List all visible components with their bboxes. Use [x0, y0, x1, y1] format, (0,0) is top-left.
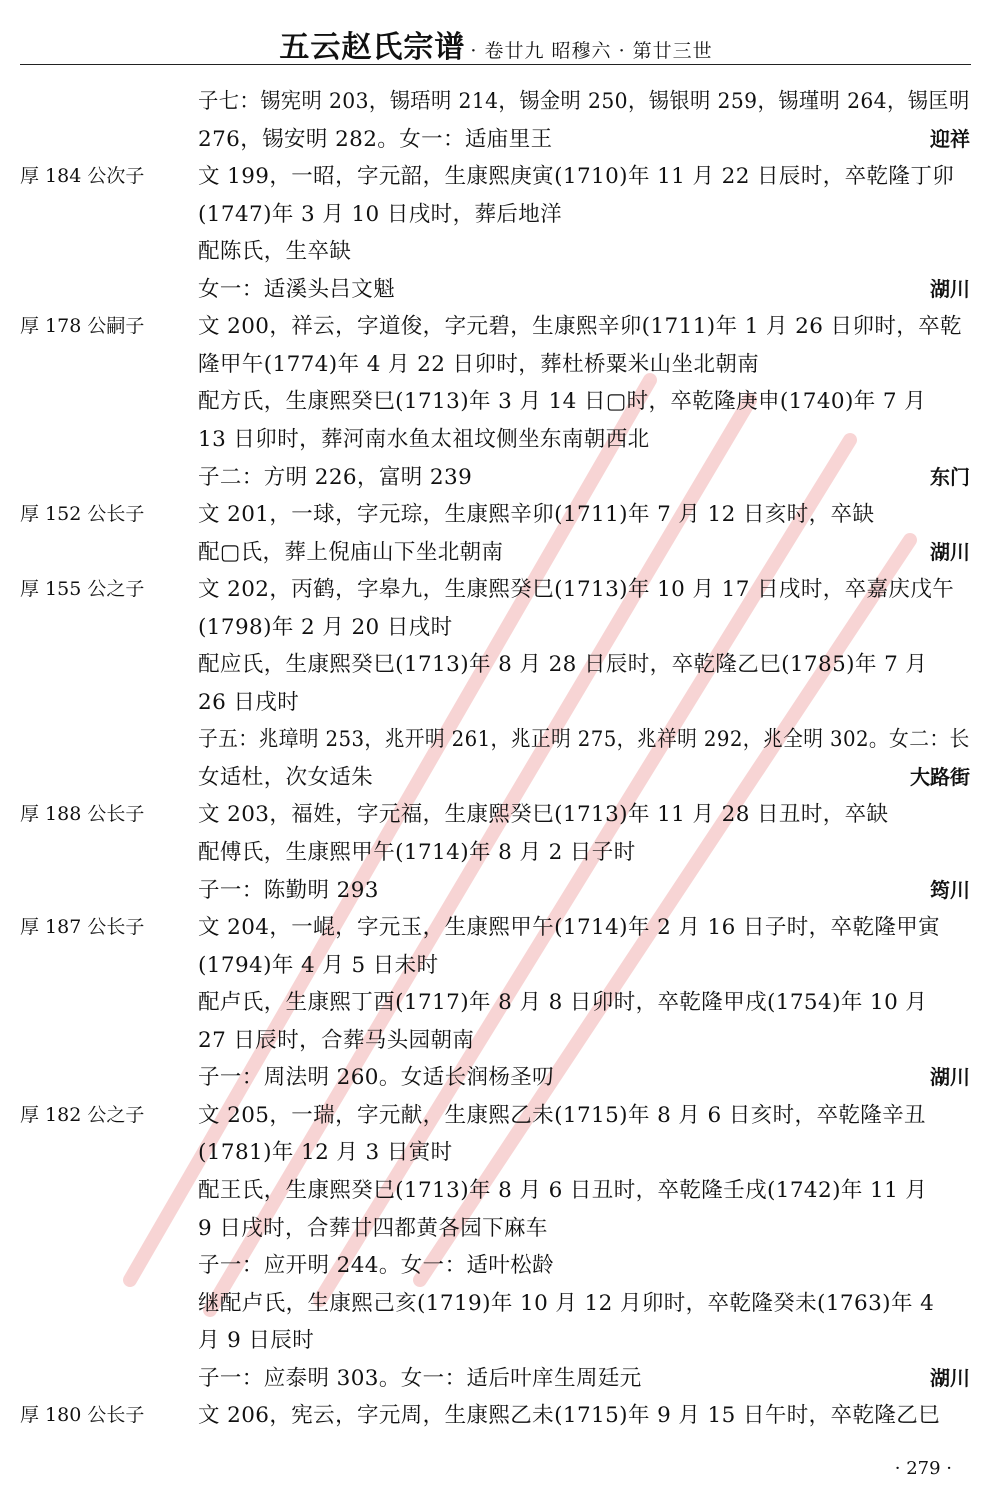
- entry-text: 配应氏，生康熙癸巳(1713)年 8 月 28 日辰时，卒乾隆乙巳(1785)年 7 月: [198, 652, 928, 678]
- entry-text: 女适杜，次女适朱: [198, 764, 374, 790]
- entry-line: [0, 1172, 992, 1209]
- place-name: 东门: [930, 464, 970, 489]
- entry-text: 文 203，福姓，字元福，生康熙癸巳(1713)年 11 月 28 日丑时，卒缺: [198, 802, 889, 828]
- entry-line: [0, 1022, 992, 1059]
- entry-line: [0, 684, 992, 721]
- entry-line: [0, 158, 992, 195]
- entry-line: [0, 271, 992, 308]
- entry-line: [0, 233, 992, 270]
- lineage-note: 厚 182 公之子: [20, 1103, 145, 1126]
- entry-line: [0, 1397, 992, 1434]
- entry-text: 子五：兆璋明 253，兆开明 261，兆正明 275，兆祥明 292，兆全明 302。女二：长: [198, 727, 970, 753]
- entry-line: [0, 496, 992, 533]
- entry-line: [0, 83, 992, 120]
- entry-text: 配卢氏，生康熙丁酉(1717)年 8 月 8 日卯时，卒乾隆甲戌(1754)年 10 月: [198, 990, 928, 1016]
- entry-line: [0, 571, 992, 608]
- entry-line: [0, 1134, 992, 1171]
- entry-text: 配傅氏，生康熙甲午(1714)年 8 月 2 日子时: [198, 840, 636, 865]
- entry-line: [0, 872, 992, 909]
- entry-text: 月 9 日辰时: [198, 1328, 315, 1354]
- lineage-note: 厚 188 公长子: [20, 803, 145, 826]
- entry-line: [0, 1210, 992, 1247]
- volume-subtitle: · 卷廿九 昭穆六 · 第廿三世: [470, 40, 713, 62]
- entry-line: [0, 947, 992, 984]
- entry-text: 隆甲午(1774)年 4 月 22 日卯时，葬杜桥粟米山坐北朝南: [198, 351, 760, 377]
- entry-line: [0, 308, 992, 345]
- lineage-note: 厚 152 公长子: [20, 503, 145, 526]
- entry-line: [0, 1360, 992, 1397]
- entry-text: 子一：陈勤明 293: [198, 877, 379, 903]
- entry-text: 9 日戌时，合葬廿四都黄各园下麻车: [198, 1215, 548, 1241]
- page-number: · 279 ·: [894, 1458, 952, 1479]
- entry-text: 女一：适溪头吕文魁: [198, 276, 396, 302]
- entry-line: [0, 646, 992, 683]
- entry-text: 继配卢氏，生康熙己亥(1719)年 10 月 12 月卯时，卒乾隆癸未(1763)年 4: [198, 1290, 935, 1316]
- entry-line: [0, 346, 992, 383]
- entry-line: [0, 759, 992, 796]
- entry-text: 文 200，祥云，字道俊，字元碧，生康熙辛卯(1711)年 1 月 26 日卯时，卒乾: [198, 314, 962, 340]
- lineage-note: 厚 178 公嗣子: [20, 315, 145, 338]
- entry-text: 文 201，一球，字元琮，生康熙辛卯(1711)年 7 月 12 日亥时，卒缺: [198, 502, 875, 528]
- book-title: 五云赵氏宗谱: [279, 30, 466, 65]
- entry-text: 13 日卯时，葬河南水鱼太祖坟侧坐东南朝西北: [198, 426, 650, 452]
- entry-line: [0, 984, 992, 1021]
- entry-line: [0, 459, 992, 496]
- entry-text: 子一：应开明 244。女一：适叶松龄: [198, 1253, 555, 1279]
- entry-text: 配陈氏，生卒缺: [198, 239, 352, 265]
- entry-text: (1794)年 4 月 5 日未时: [198, 952, 439, 978]
- entry-text: 26 日戌时: [198, 689, 300, 715]
- entry-text: 子二：方明 226，富明 239: [198, 464, 473, 490]
- entry-text: 子七：锡宪明 203，锡珸明 214，锡金明 250，锡银明 259，锡瑾明 264，锡匡明: [198, 89, 970, 114]
- place-name: 湖川: [930, 1065, 970, 1090]
- entry-line: [0, 534, 992, 571]
- entry-line: [0, 1285, 992, 1322]
- place-name: 湖川: [930, 276, 970, 301]
- place-name: 迎祥: [930, 126, 970, 151]
- entry-line: [0, 1059, 992, 1096]
- entry-text: (1781)年 12 月 3 日寅时: [198, 1140, 453, 1166]
- entry-text: 配王氏，生康熙癸巳(1713)年 8 月 6 日丑时，卒乾隆壬戌(1742)年 11 月: [198, 1177, 928, 1203]
- header-rule: [20, 64, 971, 65]
- entry-line: [0, 909, 992, 946]
- entry-text: 配方氏，生康熙癸巳(1713)年 3 月 14 日▢时，卒乾隆庚申(1740)年 7 月: [198, 389, 927, 415]
- entry-text: 文 205，一瑞，字元献，生康熙乙未(1715)年 8 月 6 日亥时，卒乾隆辛丑: [198, 1102, 926, 1128]
- lineage-note: 厚 187 公长子: [20, 916, 145, 939]
- entry-line: [0, 1322, 992, 1359]
- entry-text: 文 199，一昭，字元韶，生康熙庚寅(1710)年 11 月 22 日辰时，卒乾隆丁卯: [198, 164, 955, 190]
- lineage-note: 厚 184 公次子: [20, 165, 145, 188]
- entry-line: [0, 1247, 992, 1284]
- entry-text: 子一：应泰明 303。女一：适后叶庠生周廷元: [198, 1365, 642, 1391]
- entry-text: 文 202，丙鹤，字皋九，生康熙癸巳(1713)年 10 月 17 日戌时，卒嘉庆戊午: [198, 577, 955, 603]
- entry-line: [0, 421, 992, 458]
- lineage-note: 厚 155 公之子: [20, 578, 145, 601]
- entry-text: 文 204，一崐，字元玉，生康熙甲午(1714)年 2 月 16 日子时，卒乾隆甲寅: [198, 915, 941, 941]
- place-name: 湖川: [930, 539, 970, 564]
- place-name: 筠川: [930, 877, 970, 902]
- entry-text: (1747)年 3 月 10 日戌时，葬后地洋: [198, 201, 563, 227]
- entry-line: [0, 196, 992, 233]
- place-name: 湖川: [930, 1365, 970, 1390]
- entry-line: [0, 796, 992, 833]
- page-header: [0, 22, 992, 66]
- entry-line: [0, 383, 992, 420]
- place-name: 大路街: [910, 764, 970, 789]
- entry-text: 276，锡安明 282。女一：适庙里王: [198, 126, 553, 152]
- entry-text: 子一：周法明 260。女适长润杨圣叨: [198, 1065, 555, 1091]
- entry-text: 27 日辰时，合葬马头园朝南: [198, 1027, 475, 1053]
- entry-text: (1798)年 2 月 20 日戌时: [198, 614, 453, 640]
- entry-line: [0, 834, 992, 871]
- entry-line: [0, 609, 992, 646]
- entry-line: [0, 1097, 992, 1134]
- entry-line: [0, 721, 992, 758]
- entry-line: [0, 121, 992, 158]
- entry-text: 文 206，宪云，字元周，生康熙乙未(1715)年 9 月 15 日午时，卒乾隆乙巳: [198, 1403, 941, 1429]
- entry-text: 配▢氏，葬上倪庙山下坐北朝南: [198, 539, 504, 565]
- lineage-note: 厚 180 公长子: [20, 1404, 145, 1427]
